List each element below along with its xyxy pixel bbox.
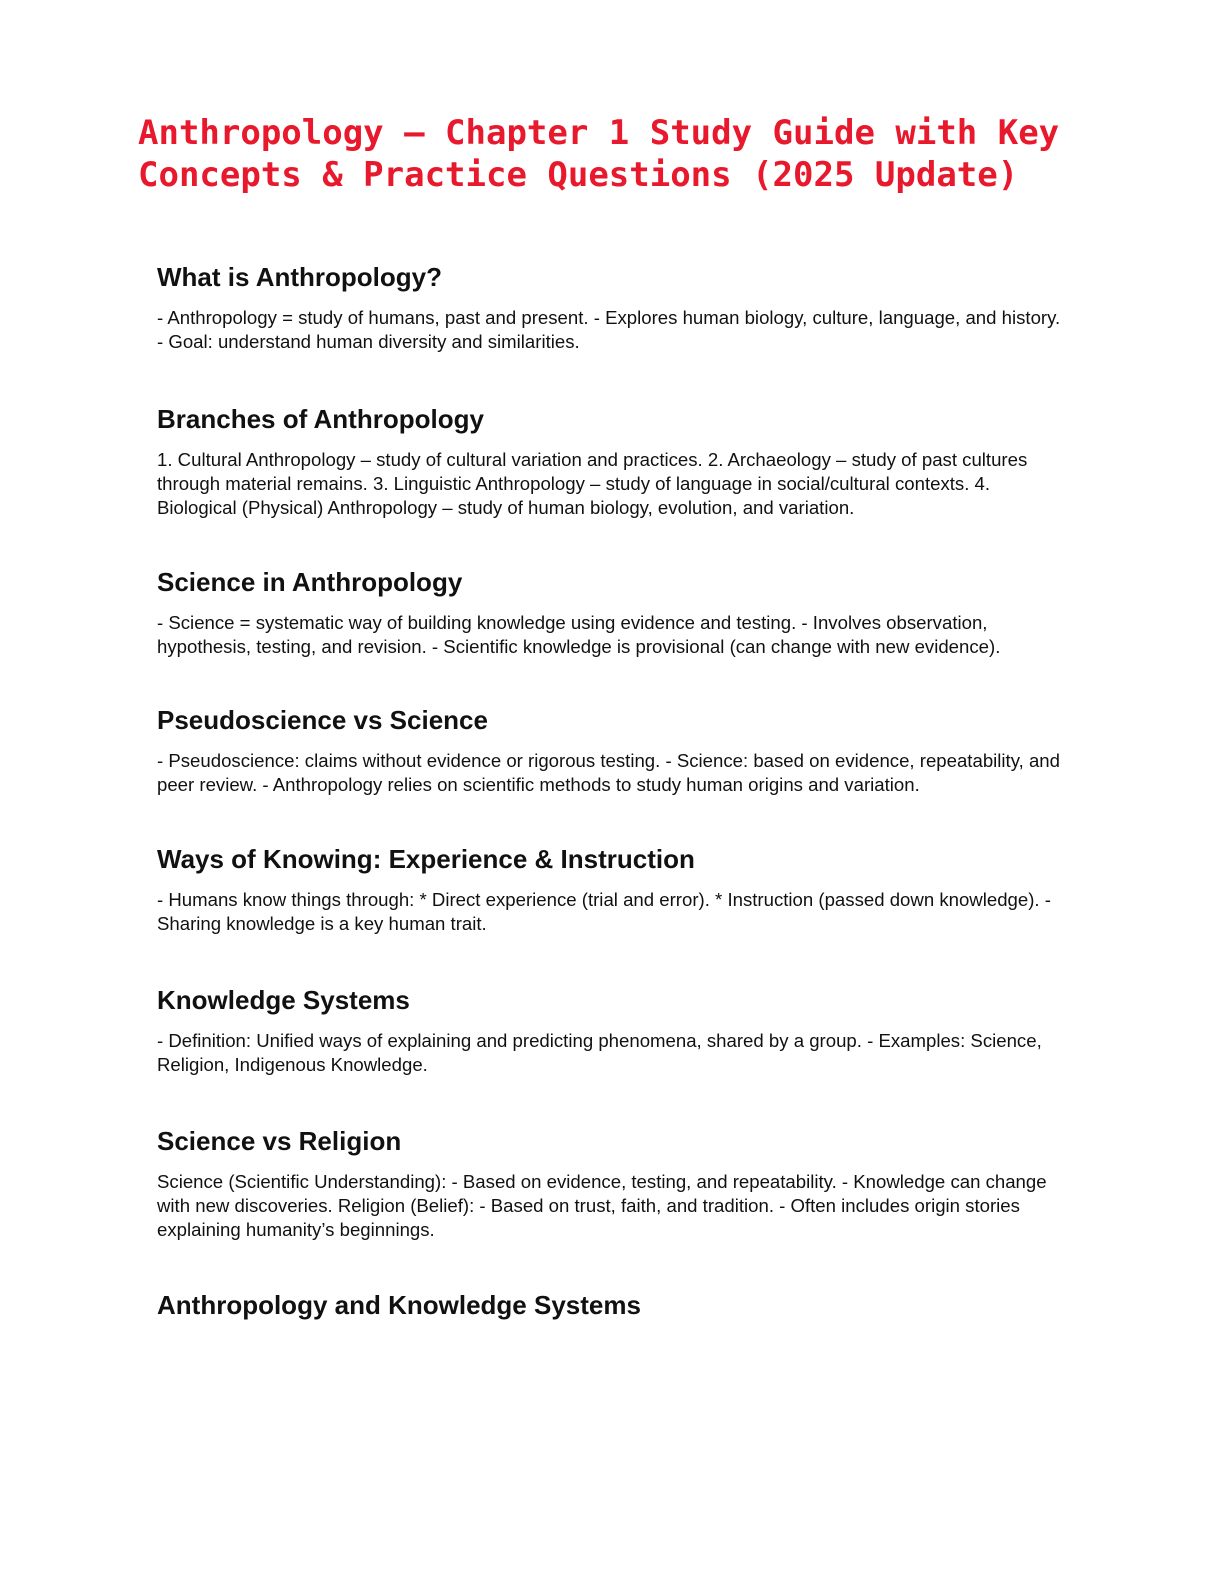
section-heading: Pseudoscience vs Science [157, 705, 488, 735]
section-ways-of-knowing [157, 840, 1062, 936]
section-knowledge-systems [157, 981, 1062, 1077]
section-body: - Pseudoscience: claims without evidence or rigorous testing. - Science: based on evidence, repeatability, and peer review. - Anthropology relies on scientific methods to study human origins and variation. [157, 750, 1060, 795]
section-body: - Science = systematic way of building knowledge using evidence and testing. - Involves observation, hypothesis, testing, and revision. - Scientific knowledge is provisional (can change with new evidence). [157, 612, 1001, 657]
section-body: - Anthropology = study of humans, past and present. - Explores human biology, culture, language, and history. - Goal: understand human diversity and similarities. [157, 307, 1061, 352]
section-what-is-anthropology [157, 258, 1062, 354]
section-body: - Definition: Unified ways of explaining and predicting phenomena, shared by a group. - Examples: Science, Religion, Indigenous Knowledge. [157, 1030, 1042, 1075]
section-heading: Ways of Knowing: Experience & Instruction [157, 844, 695, 874]
section-heading: Knowledge Systems [157, 985, 410, 1015]
section-body: 1. Cultural Anthropology – study of cultural variation and practices. 2. Archaeology – study of past cultures through material remains. 3. Linguistic Anthropology – study of language in social/cultural contexts. 4. Biological (Physical) Anthropology – study of human biology, evolution, and variation. [157, 449, 1028, 518]
section-branches-of-anthropology [157, 400, 1062, 520]
page-title: Anthropology – Chapter 1 Study Guide with Key Concepts & Practice Questions (2025 Update) [138, 113, 1060, 195]
section-heading: What is Anthropology? [157, 262, 442, 292]
section-body: Science (Scientific Understanding): - Based on evidence, testing, and repeatability. - Knowledge can change with new discoveries. Religion (Belief): - Based on trust, faith, and tradition. - Often includes origin stories explaining humanity’s beginnings. [157, 1171, 1047, 1240]
section-body: - Humans know things through: * Direct experience (trial and error). * Instruction (passed down knowledge). - Sharing knowledge is a key human trait. [157, 889, 1051, 934]
section-pseudoscience-vs-science [157, 701, 1062, 797]
section-heading: Science in Anthropology [157, 567, 463, 597]
section-science-in-anthropology [157, 563, 1062, 659]
section-heading: Anthropology and Knowledge Systems [157, 1290, 641, 1320]
section-anthropology-and-knowledge-systems [157, 1286, 1062, 1324]
section-science-vs-religion [157, 1122, 1062, 1242]
section-heading: Science vs Religion [157, 1126, 402, 1156]
document-content [157, 258, 1062, 1324]
section-heading: Branches of Anthropology [157, 404, 484, 434]
